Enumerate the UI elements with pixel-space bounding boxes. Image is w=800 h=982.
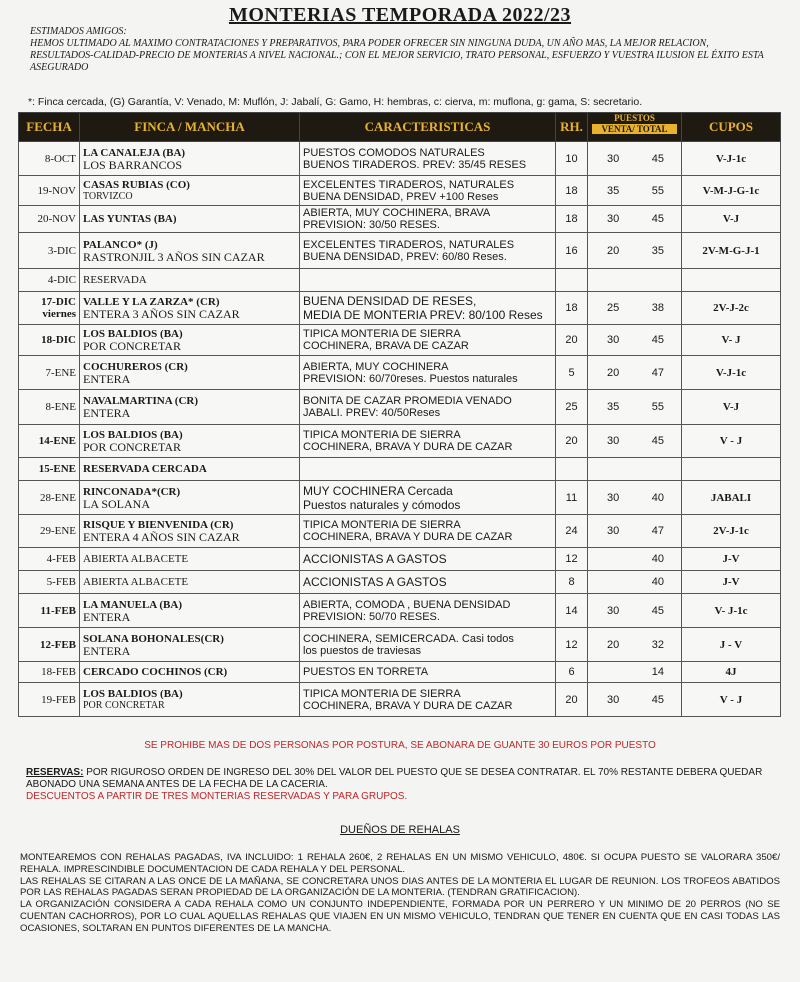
fecha-text: 4-FEB xyxy=(46,553,76,565)
cell-finca xyxy=(80,233,300,269)
table-row xyxy=(19,292,781,325)
caracteristicas-line-2: PREVISION: 50/70 RESES. xyxy=(303,610,440,623)
cell-caracteristicas xyxy=(300,515,556,548)
cell-cupos: V - J xyxy=(682,425,781,458)
puestos-venta: 30 xyxy=(607,525,620,537)
cell-rh: 5 xyxy=(556,356,588,390)
puestos-total: 45 xyxy=(651,693,664,706)
cell-puestos xyxy=(588,594,682,628)
caracteristicas-line-1: ACCIONISTAS A GASTOS xyxy=(303,552,447,566)
page-title xyxy=(0,4,800,27)
finca-sub: POR CONCRETAR xyxy=(83,339,182,353)
table-row xyxy=(19,548,781,571)
cell-finca xyxy=(80,683,300,717)
puestos-values xyxy=(591,694,678,706)
table-row xyxy=(19,176,781,206)
cell-finca xyxy=(80,458,300,481)
cell-finca xyxy=(80,325,300,356)
cell-puestos xyxy=(588,269,682,292)
cell-finca xyxy=(80,206,300,233)
cell-caracteristicas xyxy=(300,548,556,571)
puestos-values xyxy=(591,553,678,565)
caracteristicas-line-1: BONITA DE CAZAR PROMEDIA VENADO xyxy=(303,395,512,407)
descuentos-text: DESCUENTOS A PARTIR DE TRES MONTERIAS RESERVADAS Y PARA GRUPOS. xyxy=(26,791,408,802)
cell-cupos: 2V-J-2c xyxy=(682,292,781,325)
cell-rh xyxy=(556,458,588,481)
cell-cupos: V-M-J-G-1c xyxy=(682,176,781,206)
cell-rh: 6 xyxy=(556,662,588,683)
cell-caracteristicas xyxy=(300,206,556,233)
puestos-total: 40 xyxy=(651,553,664,565)
cell-puestos xyxy=(588,683,682,717)
cell-fecha xyxy=(19,269,80,292)
caracteristicas-line-1: EXCELENTES TIRADEROS, NATURALES xyxy=(303,238,515,251)
cell-caracteristicas xyxy=(300,662,556,683)
table-row xyxy=(19,662,781,683)
finca-sub: TORVIZCO xyxy=(83,190,133,202)
puestos-venta: 30 xyxy=(607,213,620,225)
finca-sub: ENTERA xyxy=(83,371,131,386)
finca-sub: ENTERA xyxy=(83,406,131,420)
cell-caracteristicas xyxy=(300,683,556,717)
puestos-values xyxy=(591,576,678,588)
puestos-values xyxy=(591,245,678,257)
puestos-values xyxy=(591,334,678,346)
caracteristicas-line-2: COCHINERA, BRAVA DE CAZAR xyxy=(303,340,469,352)
cell-puestos xyxy=(588,142,682,176)
fecha-text: 14-ENE xyxy=(38,435,76,447)
caracteristicas-line-1: TIPICA MONTERIA DE SIERRA xyxy=(303,519,461,531)
cell-fecha xyxy=(19,571,80,594)
puestos-total: 40 xyxy=(651,491,664,504)
cell-fecha xyxy=(19,176,80,206)
puestos-values xyxy=(591,666,678,678)
table-row xyxy=(19,515,781,548)
cell-rh: 24 xyxy=(556,515,588,548)
cell-puestos xyxy=(588,176,682,206)
puestos-total: 45 xyxy=(651,334,664,346)
cell-rh: 18 xyxy=(556,292,588,325)
puestos-total: 55 xyxy=(651,401,664,413)
puestos-values xyxy=(591,185,678,197)
cell-finca xyxy=(80,142,300,176)
puestos-total: 32 xyxy=(651,638,664,651)
cell-finca xyxy=(80,571,300,594)
puestos-values xyxy=(591,367,678,379)
cell-caracteristicas xyxy=(300,425,556,458)
table-row xyxy=(19,390,781,425)
finca-name: VALLE Y LA ZARZA* (CR) xyxy=(83,296,220,308)
cell-rh: 14 xyxy=(556,594,588,628)
puestos-total: 45 xyxy=(651,435,664,447)
table-body xyxy=(19,142,781,717)
fecha-text: 28-ENE xyxy=(39,491,76,504)
cell-cupos: J-V xyxy=(682,571,781,594)
cell-puestos xyxy=(588,458,682,481)
fecha-text: 7-ENE xyxy=(45,366,76,379)
cell-rh: 12 xyxy=(556,628,588,662)
finca-sub: ENTERA xyxy=(83,643,131,658)
cell-finca xyxy=(80,662,300,683)
cell-finca xyxy=(80,176,300,206)
rehalas-paragraph-3: LA ORGANIZACIÓN CONSIDERA A CADA REHALA COMO UN CONJUNTO INDEPENDIENTE, FORMADA POR UN PERRERO Y UN MINIMO DE 20 PERROS (NO SE CUENTAN CACHORROS), POR LO CUAL AQUELLAS REHALAS QUE VIAJEN EN UN MISMO VEHICULO, TENDRAN QUE TENER EN CUENTA QUE EN CASI TODAS LAS OCASIONES, SOLTARAN EN PUNTOS DIFERENTES DE LA MANCHA. xyxy=(20,899,780,934)
table-row xyxy=(19,233,781,269)
cell-puestos xyxy=(588,356,682,390)
caracteristicas-line-1: ABIERTA, COMODA , BUENA DENSIDAD xyxy=(303,598,511,611)
caracteristicas-line-2: PREVISION: 60/70reses. Puestos naturales xyxy=(303,372,518,385)
intro-text: HEMOS ULTIMADO AL MAXIMO CONTRATACIONES Y PREPARATIVOS, PARA PODER OFRECER SIN NINGUNA DUDA, UN AÑO MAS, LA MEJOR RELACION, RESULTADOS-CALIDAD-PRECIO DE MONTERIAS A NIVEL NACIONAL.; CON EL MEJOR SERVICIO, TRATO PERSONAL, ESFUERZO Y VUESTRA ILUSION EL ÉXITO ESTA ASEGURADO xyxy=(30,38,764,73)
puestos-values xyxy=(591,435,678,447)
caracteristicas-line-1: MUY COCHINERA Cercada xyxy=(303,483,453,498)
puestos-total: 45 xyxy=(651,152,664,165)
table-row xyxy=(19,683,781,717)
puestos-venta: 20 xyxy=(607,366,620,379)
cell-fecha xyxy=(19,425,80,458)
header-venta-total: VENTA/ TOTAL xyxy=(592,124,677,134)
intro-greeting: ESTIMADOS AMIGOS: xyxy=(30,26,127,37)
cell-puestos xyxy=(588,233,682,269)
finca-name: LA MANUELA (BA) xyxy=(83,598,183,611)
puestos-total: 40 xyxy=(651,576,664,588)
finca-name: CERCADO COCHINOS (CR) xyxy=(83,666,228,678)
caracteristicas-line-1: COCHINERA, SEMICERCADA. Casi todos xyxy=(303,632,514,645)
cell-caracteristicas xyxy=(300,628,556,662)
header-fecha: FECHA xyxy=(19,113,80,142)
cell-caracteristicas xyxy=(300,594,556,628)
cell-cupos: V-J-1c xyxy=(682,356,781,390)
finca-sub: ENTERA 4 AÑOS SIN CAZAR xyxy=(83,530,240,544)
cell-caracteristicas xyxy=(300,269,556,292)
duenos-title: DUEÑOS DE REHALAS xyxy=(340,824,460,836)
finca-name: ABIERTA ALBACETE xyxy=(83,576,189,588)
cell-rh: 25 xyxy=(556,390,588,425)
cell-puestos xyxy=(588,325,682,356)
caracteristicas-line-2: BUENOS TIRADEROS. PREV: 35/45 RESES xyxy=(303,158,527,171)
puestos-total: 47 xyxy=(651,366,664,379)
finca-sub: POR CONCRETAR xyxy=(83,699,165,711)
finca-name: PALANCO* (J) xyxy=(83,238,158,251)
cell-cupos: V- J-1c xyxy=(682,594,781,628)
cell-finca xyxy=(80,548,300,571)
fecha-text: 12-FEB xyxy=(39,638,76,651)
cell-caracteristicas xyxy=(300,233,556,269)
puestos-total: 55 xyxy=(651,184,664,197)
cell-cupos: V-J xyxy=(682,390,781,425)
puestos-values xyxy=(591,605,678,617)
cell-cupos xyxy=(682,458,781,481)
reservas-block xyxy=(26,767,778,803)
caracteristicas-line-2: JABALI. PREV: 40/50Reses xyxy=(303,407,441,419)
cell-puestos xyxy=(588,548,682,571)
cell-cupos: JABALI xyxy=(682,481,781,515)
cell-cupos: V- J xyxy=(682,325,781,356)
cell-finca xyxy=(80,356,300,390)
table-row xyxy=(19,142,781,176)
cell-caracteristicas xyxy=(300,390,556,425)
fecha-text: 3-DIC xyxy=(47,244,76,257)
cell-fecha xyxy=(19,233,80,269)
cell-fecha xyxy=(19,325,80,356)
header-cupos: CUPOS xyxy=(682,113,781,142)
cell-caracteristicas xyxy=(300,142,556,176)
puestos-venta: 35 xyxy=(607,184,620,197)
cell-cupos: J - V xyxy=(682,628,781,662)
cell-cupos: V-J-1c xyxy=(682,142,781,176)
table-row xyxy=(19,425,781,458)
cell-rh: 20 xyxy=(556,325,588,356)
cell-rh: 8 xyxy=(556,571,588,594)
finca-sub: LA SOLANA xyxy=(83,496,151,511)
caracteristicas-line-1: TIPICA MONTERIA DE SIERRA xyxy=(303,687,461,700)
puestos-venta: 30 xyxy=(607,152,620,165)
cell-rh: 20 xyxy=(556,683,588,717)
finca-name: LA CANALEJA (BA) xyxy=(83,146,186,159)
header-caracteristicas: CARACTERISTICAS xyxy=(300,113,556,142)
table-header-row xyxy=(19,113,781,142)
caracteristicas-line-2: COCHINERA, BRAVA Y DURA DE CAZAR xyxy=(303,699,513,712)
cell-fecha xyxy=(19,292,80,325)
puestos-venta: 35 xyxy=(607,401,620,413)
caracteristicas-line-1: EXCELENTES TIRADEROS, NATURALES xyxy=(303,178,515,191)
cell-fecha xyxy=(19,206,80,233)
puestos-total: 38 xyxy=(651,302,664,314)
puestos-total: 47 xyxy=(651,525,664,537)
fecha-text: 29-ENE xyxy=(39,525,76,537)
caracteristicas-line-2: COCHINERA, BRAVA Y DURA DE CAZAR xyxy=(303,441,513,453)
cell-finca xyxy=(80,515,300,548)
cell-rh: 16 xyxy=(556,233,588,269)
cell-rh: 10 xyxy=(556,142,588,176)
cell-cupos: V - J xyxy=(682,683,781,717)
puestos-values xyxy=(591,153,678,165)
rehalas-paragraph-1: MONTEAREMOS CON REHALAS PAGADAS, IVA INCLUIDO: 1 REHALA 260€, 2 REHALAS EN UN MISMO VEHICULO, 480€. SI OCUPA PUESTO SE VALORARA 350€/ REHALA. IMPRESCINDIBLE DOCUMENTACION DE CADA REHALA Y DEL PERSONAL. xyxy=(20,852,780,875)
cell-fecha xyxy=(19,390,80,425)
cell-puestos xyxy=(588,571,682,594)
finca-name: CASAS RUBIAS (CO) xyxy=(83,178,190,191)
puestos-venta: 25 xyxy=(607,302,620,314)
cell-finca xyxy=(80,628,300,662)
fecha-text: 8-OCT xyxy=(44,152,76,165)
cell-fecha xyxy=(19,458,80,481)
cell-caracteristicas xyxy=(300,458,556,481)
caracteristicas-line-2: COCHINERA, BRAVA Y DURA DE CAZAR xyxy=(303,531,513,543)
puestos-venta: 20 xyxy=(607,244,620,257)
cell-rh: 18 xyxy=(556,176,588,206)
cell-fecha xyxy=(19,481,80,515)
puestos-values xyxy=(591,639,678,651)
page-title-text: MONTERIAS TEMPORADA 2022/23 xyxy=(228,4,572,26)
caracteristicas-line-2: Puestos naturales y cómodos xyxy=(303,497,461,512)
cell-fecha xyxy=(19,142,80,176)
reservas-text: POR RIGUROSO ORDEN DE INGRESO DEL 30% DEL VALOR DEL PUESTO QUE SE DESEA CONTRATAR. EL 70% RESTANTE DEBERA QUEDAR ABONADO UNA SEMANA ANTES DE LA FECHA DE LA CACERIA. xyxy=(26,767,763,790)
cell-fecha xyxy=(19,356,80,390)
caracteristicas-line-1: TIPICA MONTERIA DE SIERRA xyxy=(303,328,461,340)
table-row xyxy=(19,481,781,515)
puestos-values xyxy=(591,213,678,225)
cell-caracteristicas xyxy=(300,481,556,515)
finca-name: LOS BALDIOS (BA) xyxy=(83,328,183,340)
table-row xyxy=(19,356,781,390)
cell-puestos xyxy=(588,292,682,325)
cell-puestos xyxy=(588,425,682,458)
fecha-note: viernes xyxy=(42,308,76,320)
cell-puestos xyxy=(588,628,682,662)
cell-cupos: 2V-J-1c xyxy=(682,515,781,548)
cell-finca xyxy=(80,425,300,458)
cell-finca xyxy=(80,594,300,628)
puestos-venta: 30 xyxy=(607,491,620,504)
header-finca: FINCA / MANCHA xyxy=(80,113,300,142)
rehalas-block xyxy=(20,852,780,935)
table-row xyxy=(19,458,781,481)
cell-cupos: V-J xyxy=(682,206,781,233)
finca-sub: POR CONCRETAR xyxy=(83,440,182,454)
finca-sub: LOS BARRANCOS xyxy=(83,157,183,172)
puestos-values xyxy=(591,492,678,504)
finca-name: SOLANA BOHONALES(CR) xyxy=(83,632,224,645)
finca-name: RESERVADA CERCADA xyxy=(83,463,207,475)
puestos-total: 45 xyxy=(651,213,664,225)
fecha-text: 17-DIC xyxy=(41,296,76,308)
finca-name: RINCONADA*(CR) xyxy=(83,485,181,498)
header-rh: RH. xyxy=(556,113,588,142)
fecha-text: 20-NOV xyxy=(37,213,76,225)
puestos-venta: 30 xyxy=(607,604,620,617)
cell-puestos xyxy=(588,206,682,233)
puestos-venta: 30 xyxy=(607,334,620,346)
puestos-total: 35 xyxy=(651,244,664,257)
legend-line: *: Finca cercada, (G) Garantía, V: Venado, M: Muflón, J: Jabalí, G: Gamo, H: hembras, c: cierva, m: muflona, g: gama, S: secretario. xyxy=(28,96,643,108)
cell-fecha xyxy=(19,662,80,683)
cell-fecha xyxy=(19,594,80,628)
cell-puestos xyxy=(588,481,682,515)
caracteristicas-line-1: ABIERTA, MUY COCHINERA, BRAVA xyxy=(303,207,491,219)
caracteristicas-line-2: los puestos de traviesas xyxy=(303,644,422,657)
cell-puestos xyxy=(588,515,682,548)
table-row xyxy=(19,628,781,662)
cell-cupos: J-V xyxy=(682,548,781,571)
caracteristicas-line-1: ACCIONISTAS A GASTOS xyxy=(303,575,447,589)
cell-caracteristicas xyxy=(300,292,556,325)
header-puestos xyxy=(588,113,682,142)
caracteristicas-line-2: MEDIA DE MONTERIA PREV: 80/100 Reses xyxy=(303,308,543,322)
cell-caracteristicas xyxy=(300,325,556,356)
puestos-values xyxy=(591,525,678,537)
fecha-text: 5-FEB xyxy=(46,576,76,588)
fecha-text: 15-ENE xyxy=(38,463,76,475)
fecha-text: 18-FEB xyxy=(41,666,76,678)
fecha-text: 19-NOV xyxy=(37,184,76,197)
cell-finca xyxy=(80,390,300,425)
caracteristicas-line-2: BUENA DENSIDAD, PREV: 60/80 Reses. xyxy=(303,250,507,263)
cell-caracteristicas xyxy=(300,356,556,390)
table-row xyxy=(19,594,781,628)
cell-cupos: 2V-M-G-J-1 xyxy=(682,233,781,269)
cell-fecha xyxy=(19,515,80,548)
puestos-values xyxy=(591,401,678,413)
reservas-label: RESERVAS: xyxy=(26,767,84,778)
finca-name: COCHUREROS (CR) xyxy=(83,360,188,373)
puestos-venta: 30 xyxy=(607,435,620,447)
finca-sub: RASTRONJIL 3 AÑOS SIN CAZAR xyxy=(83,249,265,264)
finca-name: RISQUE Y BIENVENIDA (CR) xyxy=(83,519,234,531)
puestos-venta: 20 xyxy=(607,638,620,651)
finca-name: LOS BALDIOS (BA) xyxy=(83,429,183,441)
fecha-text: 8-ENE xyxy=(45,401,76,413)
cell-finca xyxy=(80,481,300,515)
cell-fecha xyxy=(19,628,80,662)
cell-puestos xyxy=(588,662,682,683)
cell-finca xyxy=(80,292,300,325)
finca-name: LAS YUNTAS (BA) xyxy=(83,213,177,225)
fecha-text: 19-FEB xyxy=(41,693,76,706)
caracteristicas-line-1: ABIERTA, MUY COCHINERA xyxy=(303,360,449,373)
puestos-total: 14 xyxy=(651,666,664,678)
finca-sub: ENTERA xyxy=(83,609,131,624)
table-row xyxy=(19,269,781,292)
cell-finca xyxy=(80,269,300,292)
fecha-text: 18-DIC xyxy=(41,334,76,346)
caracteristicas-line-2: BUENA DENSIDAD, PREV +100 Reses xyxy=(303,190,499,203)
fecha-text: 11-FEB xyxy=(40,604,76,617)
intro-block xyxy=(30,26,770,74)
table-row xyxy=(19,206,781,233)
finca-name: ABIERTA ALBACETE xyxy=(83,553,189,565)
cell-rh: 18 xyxy=(556,206,588,233)
caracteristicas-line-1: TIPICA MONTERIA DE SIERRA xyxy=(303,429,461,441)
cell-rh: 11 xyxy=(556,481,588,515)
cell-rh: 12 xyxy=(556,548,588,571)
cell-fecha xyxy=(19,548,80,571)
cell-puestos xyxy=(588,390,682,425)
cell-cupos: 4J xyxy=(682,662,781,683)
puestos-total: 45 xyxy=(651,604,664,617)
schedule-table xyxy=(18,112,781,717)
cell-rh xyxy=(556,269,588,292)
cell-fecha xyxy=(19,683,80,717)
cell-caracteristicas xyxy=(300,571,556,594)
finca-name: LOS BALDIOS (BA) xyxy=(83,687,183,700)
finca-name: RESERVADA xyxy=(83,274,147,286)
table-row xyxy=(19,325,781,356)
caracteristicas-line-1: PUESTOS COMODOS NATURALES xyxy=(303,146,485,159)
finca-sub: ENTERA 3 AÑOS SIN CAZAR xyxy=(83,307,240,321)
caracteristicas-line-1: PUESTOS EN TORRETA xyxy=(303,666,429,678)
caracteristicas-line-2: PREVISION: 30/50 RESES. xyxy=(303,219,440,231)
fecha-text: 4-DIC xyxy=(47,274,76,286)
cell-rh: 20 xyxy=(556,425,588,458)
cell-cupos xyxy=(682,269,781,292)
finca-name: NAVALMARTINA (CR) xyxy=(83,395,199,407)
table-row xyxy=(19,571,781,594)
puestos-values xyxy=(591,302,678,314)
puestos-venta: 30 xyxy=(607,693,620,706)
header-puestos-label: PUESTOS xyxy=(614,113,655,123)
caracteristicas-line-1: BUENA DENSIDAD DE RESES, xyxy=(303,294,477,308)
cell-caracteristicas xyxy=(300,176,556,206)
prohibition-notice: SE PROHIBE MAS DE DOS PERSONAS POR POSTURA, SE ABONARA DE GUANTE 30 EUROS POR PUESTO xyxy=(144,740,656,751)
rehalas-paragraph-2: LAS REHALAS SE CITARAN A LAS ONCE DE LA MAÑANA, SE CONCRETARA UNOS DIAS ANTES DE LA MONTERIA EL LUGAR DE REUNION. LOS TROFEOS ABATIDOS POR LAS REHALAS PAGADAS SERAN PROPIEDAD DE LA ORGANIZACIÓN DE LA MONTERIA. (TENDRAN GRATIFICACION). xyxy=(20,875,780,899)
